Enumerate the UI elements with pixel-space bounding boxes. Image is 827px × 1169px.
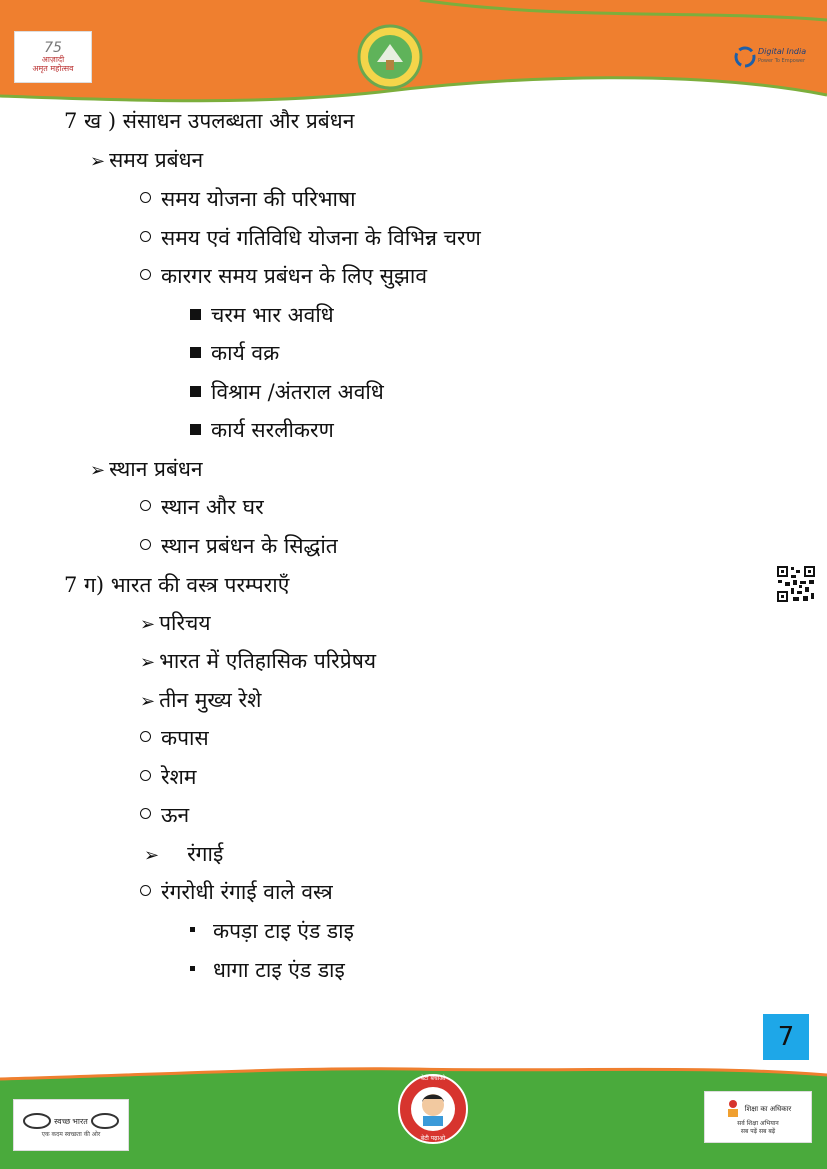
list-item: विश्राम /अंतराल अवधि xyxy=(190,378,384,406)
list-item: कपड़ा टाइ एंड डाइ xyxy=(190,917,354,945)
shiksha-adhikar-text: शिक्षा का अधिकार xyxy=(744,1104,792,1113)
arrow-bullet-icon: ➢ xyxy=(90,151,106,172)
swachh-tagline: एक कदम स्वच्छता की ओर xyxy=(41,1131,101,1138)
spectacles-right-icon xyxy=(90,1112,120,1130)
list-item: रेशम xyxy=(140,763,196,791)
square-bullet-icon xyxy=(190,347,201,358)
list-item: कारगर समय प्रबंधन के लिए सुझाव xyxy=(140,262,427,290)
azadi-line1: आज़ादी xyxy=(41,55,65,65)
azadi-logo xyxy=(14,31,92,83)
list-item: समय एवं गतिविधि योजना के विभिन्न चरण xyxy=(140,224,481,252)
list-item: धागा टाइ एंड डाइ xyxy=(190,956,345,984)
swachh-bharat-logo xyxy=(13,1099,129,1151)
digital-india-logo xyxy=(734,44,814,72)
page-number: 7 xyxy=(763,1014,809,1060)
square-bullet-icon xyxy=(190,424,201,435)
list-item: ➢ रंगाई xyxy=(144,840,223,870)
board-emblem-icon xyxy=(357,24,423,90)
list-item: ➢ परिचय xyxy=(140,609,211,639)
circle-bullet-icon xyxy=(140,770,151,781)
section-heading-7kha: 7 ख ) संसाधन उपलब्धता और प्रबंधन xyxy=(64,109,355,133)
arrowhead-bullet-icon: ➢ xyxy=(140,691,156,712)
list-item: स्थान प्रबंधन के सिद्धांत xyxy=(140,532,338,560)
circle-bullet-icon xyxy=(140,500,151,511)
swachh-text: स्वच्छ xyxy=(54,1116,71,1126)
azadi-number: 75 xyxy=(44,40,62,57)
small-square-bullet-icon xyxy=(190,927,195,932)
beti-padhao-text: बेटी पढ़ाओ xyxy=(420,1135,446,1142)
circle-bullet-icon xyxy=(140,808,151,819)
arrowhead-bullet-icon: ➢ xyxy=(144,845,160,866)
arrow-bullet-icon: ➢ xyxy=(90,460,106,481)
beti-bachao-text: बेटी बचाओ xyxy=(420,1075,446,1082)
arrowhead-bullet-icon: ➢ xyxy=(140,614,156,635)
list-item: कपास xyxy=(140,724,209,752)
bharat-text: भारत xyxy=(72,1116,88,1126)
sarva-shiksha-tagline: सब पढ़ें सब बढ़ें xyxy=(740,1128,776,1135)
digital-india-icon xyxy=(734,44,756,70)
list-item: कार्य सरलीकरण xyxy=(190,416,334,444)
square-bullet-icon xyxy=(190,309,201,320)
list-item: ➢ स्थान प्रबंधन xyxy=(90,455,203,485)
circle-bullet-icon xyxy=(140,231,151,242)
list-item: ➢ तीन मुख्य रेशे xyxy=(140,686,261,716)
spectacles-left-icon xyxy=(22,1112,52,1130)
circle-bullet-icon xyxy=(140,192,151,203)
list-item: कार्य वक्र xyxy=(190,339,279,367)
list-item: चरम भार अवधि xyxy=(190,301,334,329)
sarva-shiksha-logo xyxy=(704,1091,812,1143)
list-item: स्थान और घर xyxy=(140,493,264,521)
circle-bullet-icon xyxy=(140,269,151,280)
azadi-line2: अमृत महोत्सव xyxy=(32,64,74,73)
digital-india-text: Digital India xyxy=(758,47,807,56)
digital-india-tagline: Power To Empower xyxy=(758,58,806,64)
section-heading-7ga: 7 ग) भारत की वस्त्र परम्पराएँ xyxy=(64,573,290,597)
small-square-bullet-icon xyxy=(190,966,195,971)
circle-bullet-icon xyxy=(140,731,151,742)
arrowhead-bullet-icon: ➢ xyxy=(140,652,156,673)
square-bullet-icon xyxy=(190,386,201,397)
circle-bullet-icon xyxy=(140,885,151,896)
list-item: ➢ समय प्रबंधन xyxy=(90,146,203,176)
qr-code-icon[interactable] xyxy=(776,565,816,603)
child-reading-icon xyxy=(725,1099,741,1119)
list-item: ➢ भारत में एतिहासिक परिप्रेषय xyxy=(140,647,376,677)
list-item: ऊन xyxy=(140,801,189,829)
circle-bullet-icon xyxy=(140,539,151,550)
list-item: समय योजना की परिभाषा xyxy=(140,185,356,213)
beti-bachao-logo xyxy=(396,1072,470,1146)
sarva-shiksha-text: सर्व शिक्षा अभियान xyxy=(737,1120,779,1127)
list-item: रंगरोधी रंगाई वाले वस्त्र xyxy=(140,878,333,906)
